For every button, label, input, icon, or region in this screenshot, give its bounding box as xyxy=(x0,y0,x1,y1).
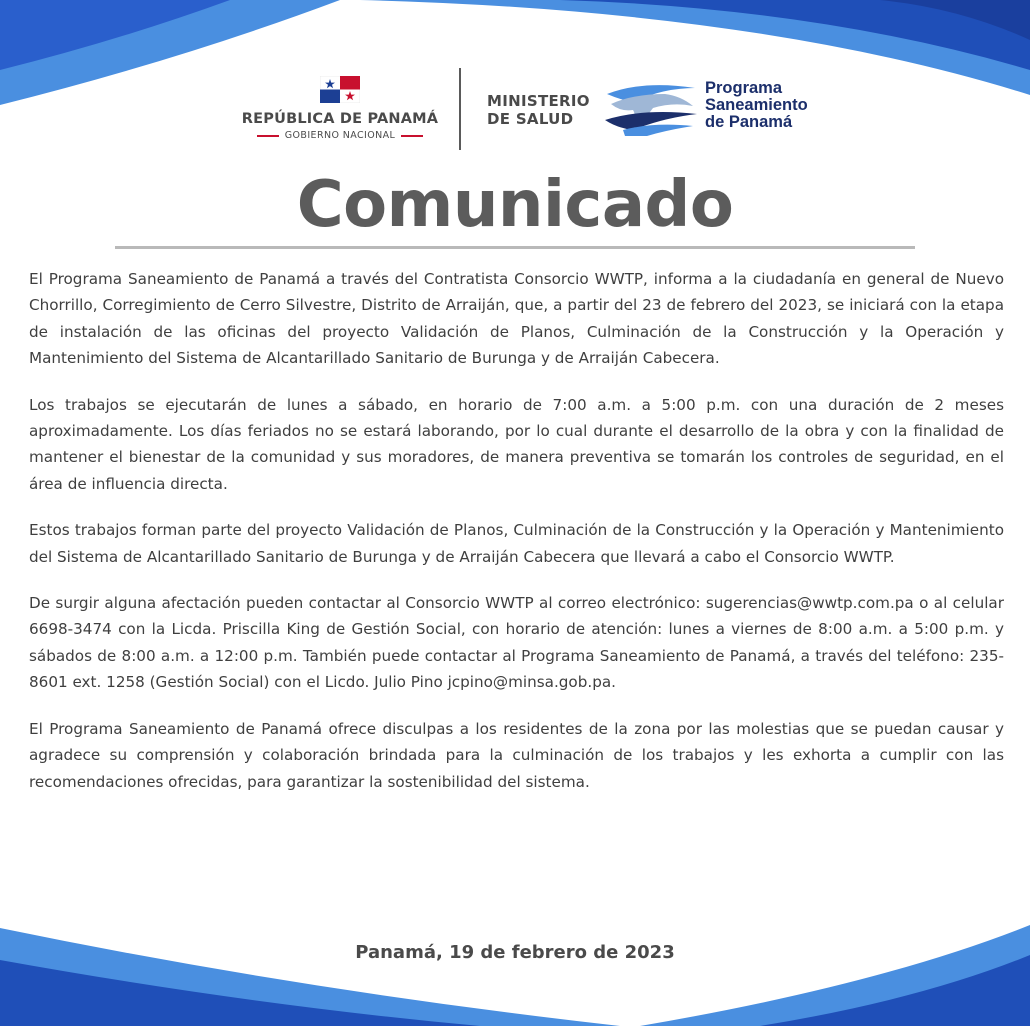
red-rule-right xyxy=(401,135,423,137)
ministerio-line2: DE SALUD xyxy=(487,110,574,128)
page-title: Comunicado xyxy=(296,168,734,242)
programa-line2: Saneamiento xyxy=(705,96,808,114)
dolphin-logo-icon xyxy=(603,80,699,136)
red-rule-left xyxy=(257,135,279,137)
paragraph-1: El Programa Saneamiento de Panamá a través del Contratista Consorcio WWTP, informa a la ciudadanía en general de Nuevo Chorrillo, Corregimiento de Cerro Silvestre, Distrito de Arraiján, que, a partir del 23 de febrero del 2023, se iniciará con la etapa de instalación de las oficinas del proyecto Validación de Planos, Culminación de la Construcción y la Operación y Mantenimiento del Sistema de Alcantarillado Sanitario de Burunga y de Arraiján Cabecera. xyxy=(29,270,1004,368)
communique-body xyxy=(29,266,1004,815)
ministerio-line1: MINISTERIO xyxy=(487,92,590,110)
ministerio-logo xyxy=(487,92,590,128)
paragraph-4: De surgir alguna afectación pueden contactar al Consorcio WWTP al correo electrónico: sugerencias@wwtp.com.pa o al celular 6698-3474 con la Licda. Priscilla King de Gestión Social, con horario de atención: lunes a viernes de 8:00 a.m. a 5:00 p.m. y sábados de 8:00 a.m. a 12:00 p.m. También puede contactar al Programa Saneamiento de Panamá, a través del teléfono: 235-8601 ext. 1258 (Gestión Social) con el Licdo. Julio Pino jcpino@minsa.gob.pa. xyxy=(29,594,1004,692)
programa-saneamiento-logo-text xyxy=(705,80,808,131)
programa-line1: Programa xyxy=(705,79,783,97)
republica-logo xyxy=(240,76,440,141)
republica-sub-row xyxy=(240,130,440,141)
paragraph-2: Los trabajos se ejecutarán de lunes a sábado, en horario de 7:00 a.m. a 5:00 p.m. con una duración de 2 meses aproximadamente. Los días feriados no se estará laborando, por lo cual durante el desarrollo de la obra y con la finalidad de mantener el bienestar de la comunidad y sus moradores, de manera preventiva se tomarán los controles de seguridad, en el área de influencia directa. xyxy=(29,395,1004,493)
paragraph-3: Estos trabajos forman parte del proyecto Validación de Planos, Culminación de la Construcción y la Operación y Mantenimiento del Sistema de Alcantarillado Sanitario de Burunga y de Arraiján Cabecera que llevará a cabo el Consorcio WWTP. xyxy=(29,521,1004,566)
panama-flag-icon xyxy=(320,76,360,103)
header-divider xyxy=(459,68,461,150)
paragraph-5: El Programa Saneamiento de Panamá ofrece disculpas a los residentes de la zona por las molestias que se puedan causar y agradece su comprensión y colaboración brindada para la culminación de los trabajos y les exhorta a cumplir con las recomendaciones ofrecidas, para garantizar la sostenibilidad del sistema. xyxy=(29,719,1004,791)
republica-name: REPÚBLICA DE PANAMÁ xyxy=(241,111,439,127)
title-underline xyxy=(115,246,915,249)
gobierno-nacional-label: GOBIERNO NACIONAL xyxy=(284,130,396,141)
programa-line3: de Panamá xyxy=(705,113,793,131)
header-logos xyxy=(0,62,1030,157)
date-line: Panamá, 19 de febrero de 2023 xyxy=(355,942,675,963)
